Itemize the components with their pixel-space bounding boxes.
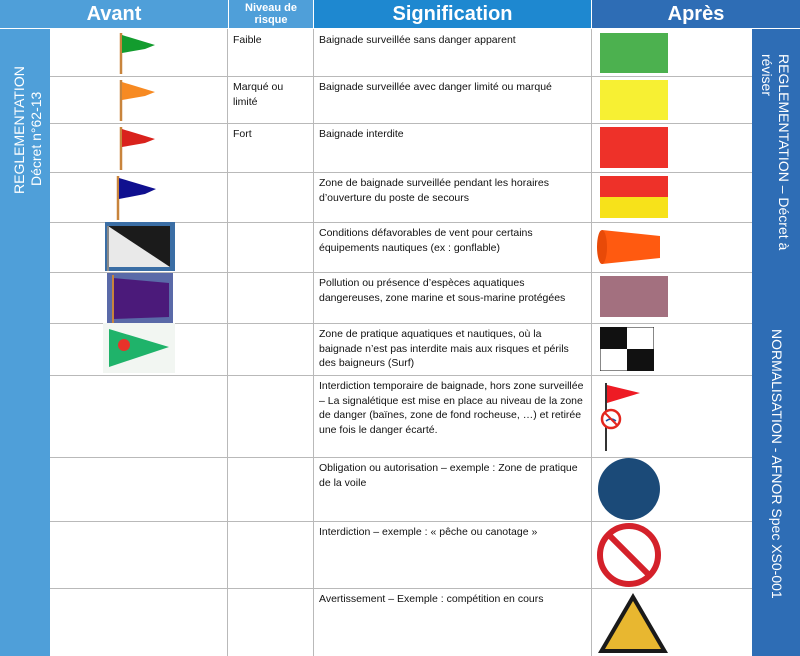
red-yellow-flag-icon: [600, 176, 668, 218]
apres-cell: [592, 29, 752, 76]
niveau-cell: [228, 172, 314, 222]
right-side-bottom-text: NORMALISATION - AFNOR Spec XS0-001: [769, 329, 785, 599]
blue-circle-icon: [596, 458, 666, 520]
niveau-cell: [228, 588, 314, 656]
header-avant-label: Avant: [86, 2, 142, 25]
niveau-text: [228, 323, 313, 327]
apres-cell: [592, 457, 752, 521]
mauve-square-icon: [600, 276, 668, 317]
signification-cell: [314, 172, 592, 222]
orange-windsock-icon: [596, 226, 666, 268]
signification-text: Pollution ou présence d’espèces aquatiques dangereuses, zone marine et sous-marine protégées: [319, 277, 566, 304]
signification-text: Baignade interdite: [319, 128, 404, 140]
niveau-text: [228, 222, 313, 226]
signification-text: Conditions défavorables de vent pour certains équipements nautiques (ex : gonflable): [319, 227, 533, 254]
signification-text: Interdiction temporaire de baignade, hors zone surveillée – La signalétique est mise en place au niveau de la zone de danger (baïnes, zone de fond rocheuse, …) et retirée une fois le danger écarté.: [319, 380, 584, 436]
table-row: [50, 123, 752, 173]
table-row: [50, 29, 752, 77]
table-row: [50, 375, 752, 458]
signification-text: Interdiction – exemple : « pêche ou canotage »: [319, 526, 538, 538]
niveau-cell: [228, 222, 314, 272]
header-signification: [314, 0, 591, 28]
right-side-top-line1: REGLEMENTATION – Décret à: [776, 54, 792, 251]
niveau-text: Fort: [233, 128, 252, 140]
header-signification-label: Signification: [392, 2, 513, 25]
table-row: [50, 272, 752, 324]
table-row: [50, 76, 752, 124]
header-avant: [0, 0, 228, 28]
niveau-text: Faible: [233, 34, 262, 46]
flags-table: [50, 29, 752, 656]
signification-text: Obligation ou autorisation – exemple : Zone de pratique de la voile: [319, 462, 578, 489]
green-flag-icon: [115, 31, 165, 75]
table-row: [50, 521, 752, 589]
niveau-cell: [228, 76, 314, 123]
right-side-top-text: [758, 54, 792, 250]
table-row: [50, 222, 752, 273]
apres-cell: [592, 323, 752, 375]
niveau-text: [228, 457, 313, 461]
signification-text: Baignade surveillée sans danger apparent: [319, 34, 516, 46]
signification-cell: [314, 375, 592, 457]
warning-triangle-icon: [596, 590, 670, 654]
signification-cell: [314, 272, 592, 323]
apres-cell: [592, 172, 752, 222]
signification-text: Zone de pratique aquatiques et nautiques, où la baignade n’est pas interdite mais aux risques et périls des baigneurs (Surf): [319, 328, 569, 369]
avant-cell: [50, 588, 228, 656]
apres-cell: [592, 222, 752, 272]
header-niveau-label: Niveau de risque: [245, 2, 297, 26]
orange-flag-icon: [115, 78, 165, 122]
left-side-line2: Décret n°62-13: [28, 91, 44, 186]
red-flag-no-swimming-sign-icon: [598, 379, 658, 455]
niveau-text: Marqué ou limité: [233, 81, 284, 108]
signification-cell: [314, 222, 592, 272]
apres-cell: [592, 272, 752, 323]
avant-cell: [50, 323, 228, 375]
blue-flag-icon: [112, 174, 164, 221]
red-flag-icon: [115, 125, 165, 171]
prohibition-sign-icon: [596, 523, 666, 587]
signification-cell: [314, 29, 592, 76]
signification-text: Zone de baignade surveillée pendant les horaires d’ouverture du poste de secours: [319, 177, 549, 204]
green-red-dot-pennant-icon: [103, 323, 175, 373]
avant-cell: [50, 29, 228, 76]
avant-cell: [50, 521, 228, 588]
purple-flag-icon: [107, 273, 173, 323]
signification-text: Baignade surveillée avec danger limité ou marqué: [319, 81, 552, 93]
right-side-top-line2: réviser: [759, 54, 775, 97]
avant-cell: [50, 222, 228, 272]
niveau-cell: [228, 123, 314, 172]
niveau-cell: [228, 521, 314, 588]
left-side-line1: REGLEMENTATION: [11, 66, 27, 194]
apres-cell: [592, 588, 752, 656]
apres-cell: [592, 521, 752, 588]
green-square-icon: [600, 33, 668, 73]
niveau-cell: [228, 272, 314, 323]
niveau-cell: [228, 29, 314, 76]
signification-cell: [314, 323, 592, 375]
black-white-flag-icon: [105, 222, 175, 271]
avant-cell: [50, 76, 228, 123]
avant-cell: [50, 375, 228, 457]
apres-cell: [592, 123, 752, 172]
apres-cell: [592, 76, 752, 123]
niveau-text: [228, 172, 313, 176]
table-row: [50, 588, 752, 656]
niveau-cell: [228, 457, 314, 521]
signification-text: Avertissement – Exemple : compétition en cours: [319, 593, 544, 605]
header-niveau: [229, 0, 313, 28]
table-row: [50, 457, 752, 522]
checkered-flag-icon: [600, 327, 654, 371]
right-side-band: [752, 29, 800, 656]
signification-cell: [314, 521, 592, 588]
avant-cell: [50, 272, 228, 323]
signification-cell: [314, 588, 592, 656]
table-row: [50, 172, 752, 223]
niveau-cell: [228, 323, 314, 375]
left-side-band: [0, 29, 50, 656]
left-side-text: [11, 66, 45, 194]
signification-cell: [314, 76, 592, 123]
niveau-text: [228, 272, 313, 276]
signification-cell: [314, 123, 592, 172]
red-square-icon: [600, 127, 668, 168]
niveau-text: [228, 521, 313, 525]
signification-cell: [314, 457, 592, 521]
avant-cell: [50, 457, 228, 521]
niveau-text: [228, 375, 313, 379]
apres-cell: [592, 375, 752, 457]
header-apres-label: Après: [667, 2, 725, 25]
niveau-cell: [228, 375, 314, 457]
avant-cell: [50, 123, 228, 172]
avant-cell: [50, 172, 228, 222]
niveau-text: [228, 588, 313, 592]
header-apres: [592, 0, 800, 28]
yellow-square-icon: [600, 80, 668, 120]
table-row: [50, 323, 752, 376]
